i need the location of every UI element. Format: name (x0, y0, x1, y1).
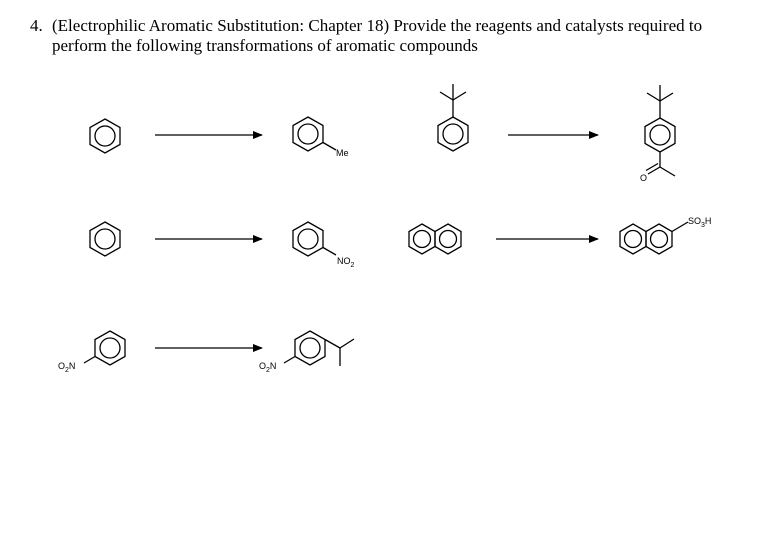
question-prompt: (Electrophilic Aromatic Substitution: Chapter 18) Provide the reagents and catalysts required to perform the following transformations of aromatic compounds (52, 16, 703, 55)
tert-butylacetophenone-product (645, 85, 675, 176)
nitro-reactant-label: $O_2N$ (58, 361, 76, 374)
benzene-row2-reactant (90, 222, 120, 256)
naphthalenesulfonic-acid-product (620, 222, 688, 254)
toluene-product (293, 117, 336, 151)
question-number: 4. (30, 16, 43, 35)
nitro-label: $NO_2$ (337, 256, 355, 269)
nitrobenzene-product (293, 222, 336, 256)
nitro-product-label: $O_2N$ (259, 361, 277, 374)
nitrobenzene-reactant (84, 331, 125, 365)
naphthalene-reactant (409, 224, 461, 254)
sulfonic-acid-label: $SO_3H$ (688, 216, 712, 229)
benzene-row1-reactant (90, 119, 120, 153)
isopropylnitrobenzene-product (284, 331, 354, 366)
carbonyl-oxygen-label: O (640, 173, 648, 183)
tert-butylbenzene-reactant (438, 84, 468, 151)
methyl-label: Me (336, 148, 349, 158)
